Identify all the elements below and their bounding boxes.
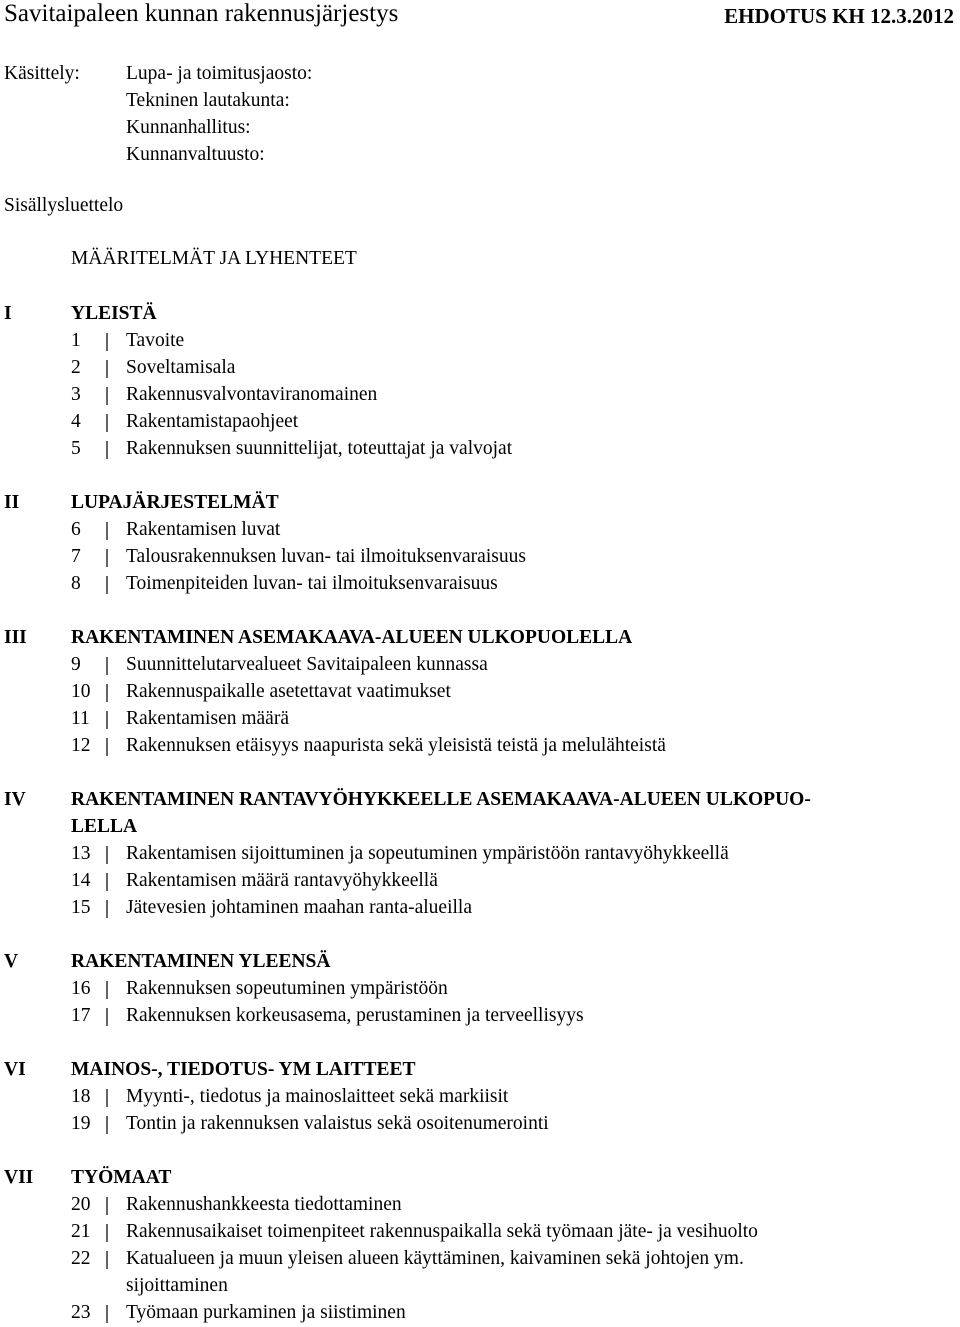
section-sign-icon	[101, 710, 113, 730]
item-number: 12	[71, 735, 91, 756]
toc-item	[71, 678, 954, 705]
toc-item	[71, 1110, 954, 1137]
item-number: 1	[71, 330, 81, 351]
item-number: 8	[71, 573, 81, 594]
toc-item	[71, 894, 954, 921]
processing-bodies	[126, 60, 312, 168]
toc-item	[71, 1299, 954, 1326]
toc-item	[71, 543, 954, 570]
section-numeral: II	[4, 492, 20, 513]
section-numeral: I	[4, 303, 12, 324]
section-sign-icon	[101, 980, 113, 1000]
item-text: Rakennuksen suunnittelijat, toteuttajat ja valvojat	[126, 438, 513, 459]
toc-item	[71, 570, 954, 597]
section-title: TYÖMAAT	[71, 1167, 172, 1188]
section-sign-icon	[101, 1088, 113, 1108]
toc-item	[71, 1191, 954, 1218]
item-text: Rakennusaikaiset toimenpiteet rakennuspaikalla sekä työmaan jäte- ja vesihuolto	[126, 1221, 758, 1242]
section-sign-icon	[101, 521, 113, 541]
item-number: 3	[71, 384, 81, 405]
item-number: 9	[71, 654, 81, 675]
item-text: Suunnittelutarvealueet Savitaipaleen kunnassa	[126, 654, 488, 675]
section-sign-icon	[101, 332, 113, 352]
section-numeral: VI	[4, 1059, 26, 1080]
item-text: Rakennushankkeesta tiedottaminen	[126, 1194, 402, 1215]
item-text: Rakennuksen sopeutuminen ympäristöön	[126, 978, 448, 999]
item-text: Rakentamistapaohjeet	[126, 411, 299, 432]
toc-item	[71, 381, 954, 408]
item-text: Katualueen ja muun yleisen alueen käyttäminen, kaivaminen sekä johtojen ym.	[126, 1248, 744, 1269]
item-number: 16	[71, 978, 91, 999]
processing-body: Lupa- ja toimitusjaosto:	[126, 63, 313, 84]
item-text: Rakennusvalvontaviranomainen	[126, 384, 378, 405]
item-text: Rakennuspaikalle asetettavat vaatimukset	[126, 681, 451, 702]
item-text: Talousrakennuksen luvan- tai ilmoituksenvaraisuus	[126, 546, 526, 567]
section-sign-icon	[101, 899, 113, 919]
section-sign-icon	[101, 1007, 113, 1027]
toc-item	[71, 327, 954, 354]
toc-item	[71, 840, 954, 867]
section-title: MAINOS-, TIEDOTUS- YM LAITTEET	[71, 1059, 416, 1080]
document-header	[4, 0, 954, 30]
item-number: 14	[71, 870, 91, 891]
section-sign-icon	[101, 440, 113, 460]
processing-body: Kunnanvaltuusto:	[126, 144, 265, 165]
section-sign-icon	[101, 1250, 113, 1270]
item-number: 2	[71, 357, 81, 378]
toc-item	[71, 516, 954, 543]
item-text: Rakentamisen määrä	[126, 708, 289, 729]
item-text: Tontin ja rakennuksen valaistus sekä osoitenumerointi	[126, 1113, 549, 1134]
item-text: Työmaan purkaminen ja siistiminen	[126, 1302, 406, 1323]
toc-heading: Sisällysluettelo	[4, 195, 124, 216]
processing-body: Tekninen lautakunta:	[126, 90, 290, 111]
section-sign-icon	[101, 656, 113, 676]
item-text: Jätevesien johtaminen maahan ranta-alueilla	[126, 897, 472, 918]
item-text: Rakentamisen luvat	[126, 519, 281, 540]
item-text: Myynti-, tiedotus ja mainoslaitteet sekä markiisit	[126, 1086, 509, 1107]
toc-item	[71, 732, 954, 759]
item-text: Rakentamisen sijoittuminen ja sopeutuminen ympäristöön rantavyöhykkeellä	[126, 843, 729, 864]
toc-item	[71, 435, 954, 462]
toc-item	[71, 975, 954, 1002]
section-sign-icon	[101, 359, 113, 379]
toc-item	[71, 867, 954, 894]
toc-intro-heading: MÄÄRITELMÄT JA LYHENTEET	[71, 248, 357, 269]
section-sign-icon	[101, 845, 113, 865]
item-number: 19	[71, 1113, 91, 1134]
item-text: Soveltamisala	[126, 357, 236, 378]
item-text: Rakentamisen määrä rantavyöhykkeellä	[126, 870, 438, 891]
section-title-continued: LELLA	[71, 816, 138, 837]
item-number: 4	[71, 411, 81, 432]
section-sign-icon	[101, 683, 113, 703]
item-number: 17	[71, 1005, 91, 1026]
toc-item	[71, 705, 954, 732]
section-title: YLEISTÄ	[71, 303, 157, 324]
item-number: 20	[71, 1194, 91, 1215]
section-numeral: VII	[4, 1167, 34, 1188]
item-number: 22	[71, 1248, 91, 1269]
item-number: 15	[71, 897, 91, 918]
item-number: 11	[71, 708, 90, 729]
document-title: Savitaipaleen kunnan rakennusjärjestys	[4, 0, 399, 27]
section-sign-icon	[101, 1223, 113, 1243]
item-text: Tavoite	[126, 330, 185, 351]
item-number: 21	[71, 1221, 91, 1242]
section-sign-icon	[101, 386, 113, 406]
section-numeral: V	[4, 951, 19, 972]
section-sign-icon	[101, 1115, 113, 1135]
section-title: RAKENTAMINEN YLEENSÄ	[71, 951, 331, 972]
item-text: Rakennuksen korkeusasema, perustaminen ja terveellisyys	[126, 1005, 584, 1026]
item-text-continued: sijoittaminen	[126, 1275, 228, 1296]
item-number: 13	[71, 843, 91, 864]
section-sign-icon	[101, 548, 113, 568]
processing-label: Käsittely:	[4, 63, 80, 84]
toc-item	[71, 1083, 954, 1110]
section-title: LUPAJÄRJESTELMÄT	[71, 492, 279, 513]
toc-item	[71, 1245, 954, 1299]
toc-item	[71, 651, 954, 678]
toc-item	[71, 1218, 954, 1245]
section-numeral: III	[4, 627, 27, 648]
toc-item	[71, 1002, 954, 1029]
section-sign-icon	[101, 737, 113, 757]
item-number: 10	[71, 681, 91, 702]
section-numeral: IV	[4, 789, 26, 810]
item-number: 18	[71, 1086, 91, 1107]
section-sign-icon	[101, 1304, 113, 1324]
item-number: 23	[71, 1302, 91, 1323]
toc-item	[71, 408, 954, 435]
item-text: Rakennuksen etäisyys naapurista sekä yleisistä teistä ja melulähteistä	[126, 735, 666, 756]
document-status: EHDOTUS KH 12.3.2012	[724, 4, 954, 28]
toc-item	[71, 354, 954, 381]
section-title: RAKENTAMINEN RANTAVYÖHYKKEELLE ASEMAKAAVA-ALUEEN ULKOPUO-	[71, 789, 811, 810]
section-sign-icon	[101, 413, 113, 433]
item-number: 5	[71, 438, 81, 459]
section-sign-icon	[101, 872, 113, 892]
section-title: RAKENTAMINEN ASEMAKAAVA-ALUEEN ULKOPUOLELLA	[71, 627, 633, 648]
item-number: 6	[71, 519, 81, 540]
section-sign-icon	[101, 575, 113, 595]
section-sign-icon	[101, 1196, 113, 1216]
item-number: 7	[71, 546, 81, 567]
item-text: Toimenpiteiden luvan- tai ilmoituksenvaraisuus	[126, 573, 498, 594]
processing-body: Kunnanhallitus:	[126, 117, 251, 138]
